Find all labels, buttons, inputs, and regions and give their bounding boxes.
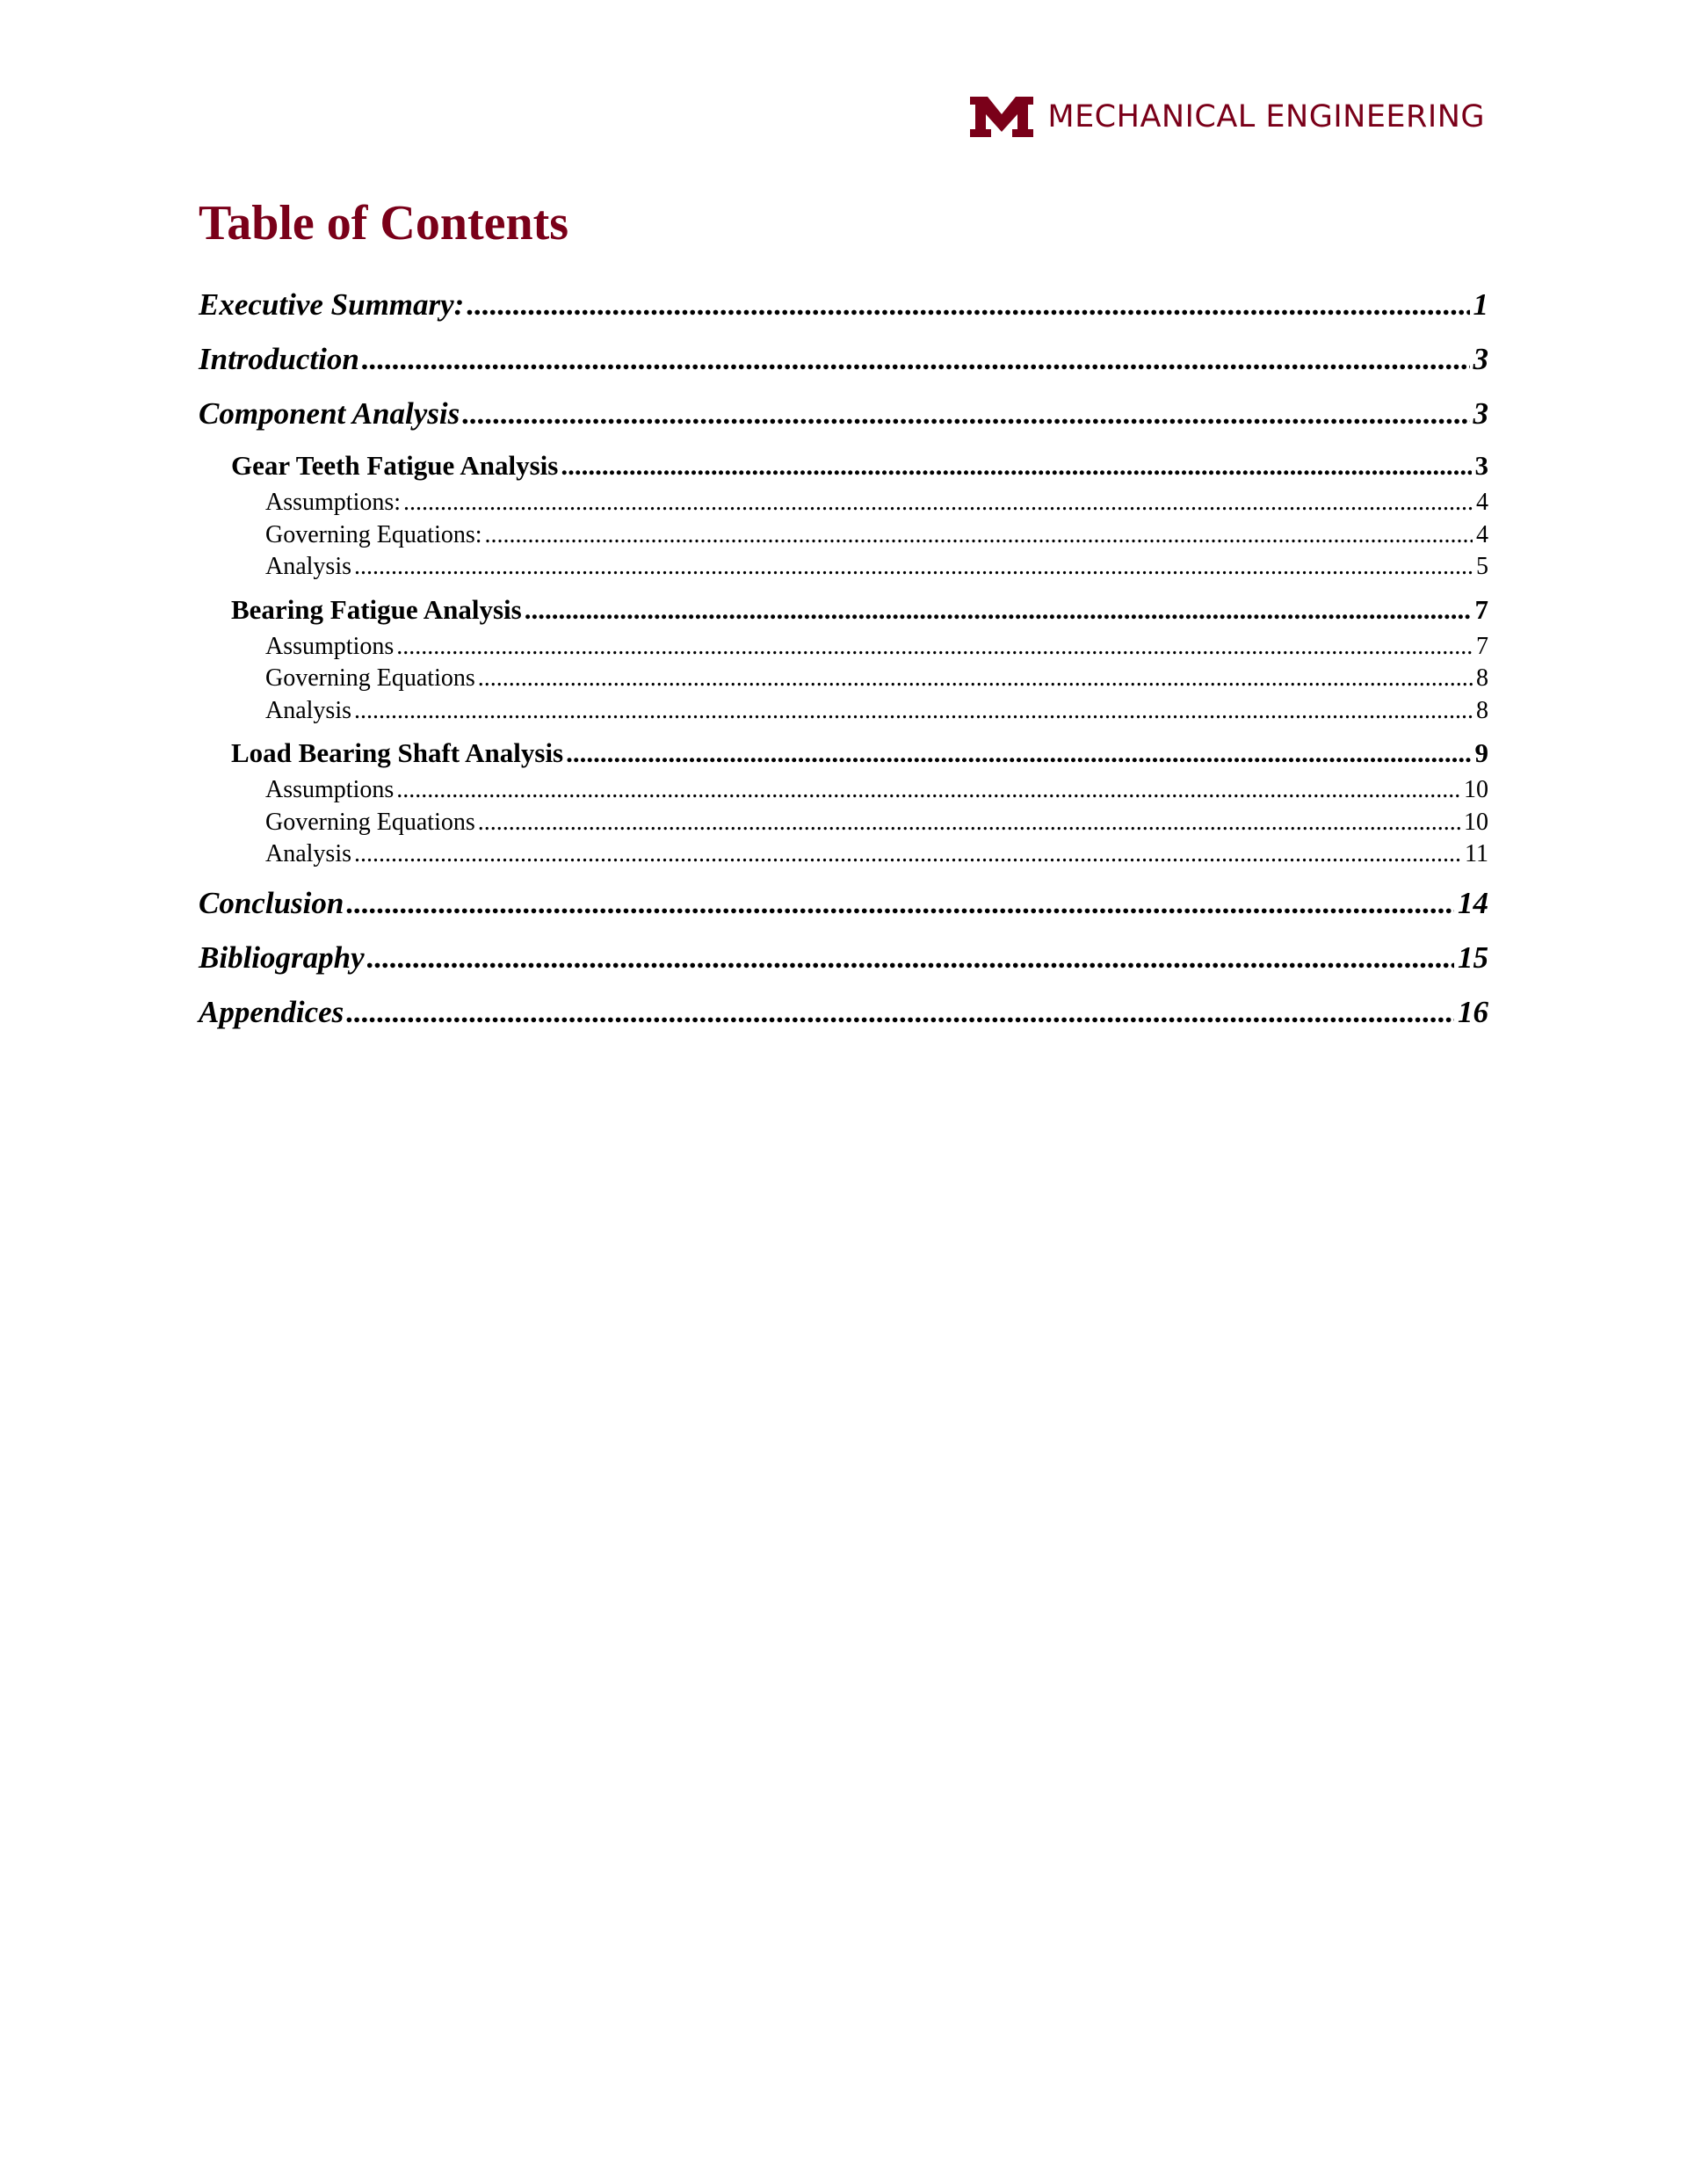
toc-entry-page: 9 — [1474, 737, 1488, 768]
toc-entry-label: Appendices — [199, 994, 344, 1029]
toc-entry-page: 16 — [1458, 994, 1488, 1029]
dot-leader — [467, 278, 1469, 332]
toc-entry-page: 7 — [1474, 593, 1488, 625]
toc-entry-page: 15 — [1458, 940, 1488, 975]
toc-entry-label: Conclusion — [199, 885, 344, 920]
toc-entry-page: 14 — [1458, 885, 1488, 920]
toc-entry-load-bearing-shaft-analysis[interactable] — [231, 732, 1488, 774]
logo-text: MECHANICAL ENGINEERING — [1047, 99, 1485, 134]
toc-entry-page: 3 — [1473, 396, 1488, 431]
header-logo — [968, 95, 1485, 139]
toc-entry-bibliography[interactable] — [199, 931, 1488, 985]
dot-leader — [566, 732, 1471, 774]
toc-entry-component-analysis[interactable] — [199, 387, 1488, 441]
toc-entry-page: 11 — [1465, 840, 1488, 867]
dot-leader — [478, 663, 1473, 695]
toc-entry-shaft-governing-equations[interactable] — [265, 807, 1488, 839]
toc-entry-conclusion[interactable] — [199, 876, 1488, 931]
dot-leader — [403, 487, 1473, 519]
toc-entry-shaft-assumptions[interactable] — [265, 774, 1488, 807]
toc-entry-label: Bibliography — [199, 940, 365, 975]
toc-entry-label: Analysis — [265, 840, 351, 867]
toc-entry-page: 3 — [1474, 450, 1488, 481]
page-title: Table of Contents — [199, 196, 569, 250]
toc-entry-page: 8 — [1476, 696, 1488, 724]
dot-leader — [396, 774, 1460, 807]
toc-entry-page: 8 — [1476, 664, 1488, 692]
dot-leader — [367, 931, 1454, 985]
toc-entry-page: 3 — [1473, 342, 1488, 376]
toc-entry-gear-governing-equations[interactable] — [265, 519, 1488, 552]
toc-entry-introduction[interactable] — [199, 332, 1488, 387]
dot-leader — [354, 838, 1461, 871]
toc-entry-bearing-assumptions[interactable] — [265, 631, 1488, 664]
toc-entry-page: 4 — [1476, 489, 1488, 516]
toc-entry-label: Assumptions: — [265, 489, 402, 516]
toc-entry-label: Bearing Fatigue Analysis — [231, 593, 522, 625]
dot-leader — [346, 985, 1454, 1040]
toc-entry-label: Analysis — [265, 696, 351, 724]
toc-entry-label: Component Analysis — [199, 396, 460, 431]
toc-entry-label: Governing Equations — [265, 664, 475, 692]
toc-entry-page: 10 — [1464, 776, 1488, 803]
dot-leader — [525, 589, 1472, 631]
dot-leader — [354, 695, 1473, 728]
dot-leader — [346, 876, 1454, 931]
toc-entry-executive-summary[interactable] — [199, 278, 1488, 332]
dot-leader — [354, 551, 1473, 584]
toc-entry-label: Gear Teeth Fatigue Analysis — [231, 450, 559, 481]
toc-entry-bearing-fatigue-analysis[interactable] — [231, 589, 1488, 631]
table-of-contents — [199, 278, 1488, 1040]
university-m-icon — [968, 97, 1035, 137]
toc-entry-bearing-analysis[interactable] — [265, 695, 1488, 728]
toc-entry-label: Assumptions — [265, 776, 395, 803]
toc-entry-gear-assumptions[interactable] — [265, 487, 1488, 519]
toc-entry-appendices[interactable] — [199, 985, 1488, 1040]
toc-entry-label: Governing Equations — [265, 808, 475, 836]
dot-leader — [478, 807, 1460, 839]
toc-entry-label: Assumptions — [265, 632, 395, 660]
toc-entry-label: Analysis — [265, 553, 351, 580]
dot-leader — [485, 519, 1473, 552]
dot-leader — [362, 332, 1470, 387]
dot-leader — [462, 387, 1469, 441]
toc-entry-label: Governing Equations: — [265, 520, 482, 548]
toc-entry-label: Load Bearing Shaft Analysis — [231, 737, 564, 768]
toc-entry-label: Executive Summary: — [199, 287, 465, 322]
toc-entry-gear-teeth-fatigue-analysis[interactable] — [231, 445, 1488, 487]
toc-entry-label: Introduction — [199, 342, 359, 376]
toc-entry-page: 10 — [1464, 808, 1488, 836]
dot-leader — [561, 445, 1471, 487]
toc-entry-page: 4 — [1476, 520, 1488, 548]
toc-entry-shaft-analysis[interactable] — [265, 838, 1488, 871]
toc-entry-bearing-governing-equations[interactable] — [265, 663, 1488, 695]
toc-entry-page: 5 — [1476, 553, 1488, 580]
toc-entry-gear-analysis[interactable] — [265, 551, 1488, 584]
toc-entry-page: 1 — [1473, 287, 1488, 322]
toc-entry-page: 7 — [1476, 632, 1488, 660]
dot-leader — [396, 631, 1473, 664]
